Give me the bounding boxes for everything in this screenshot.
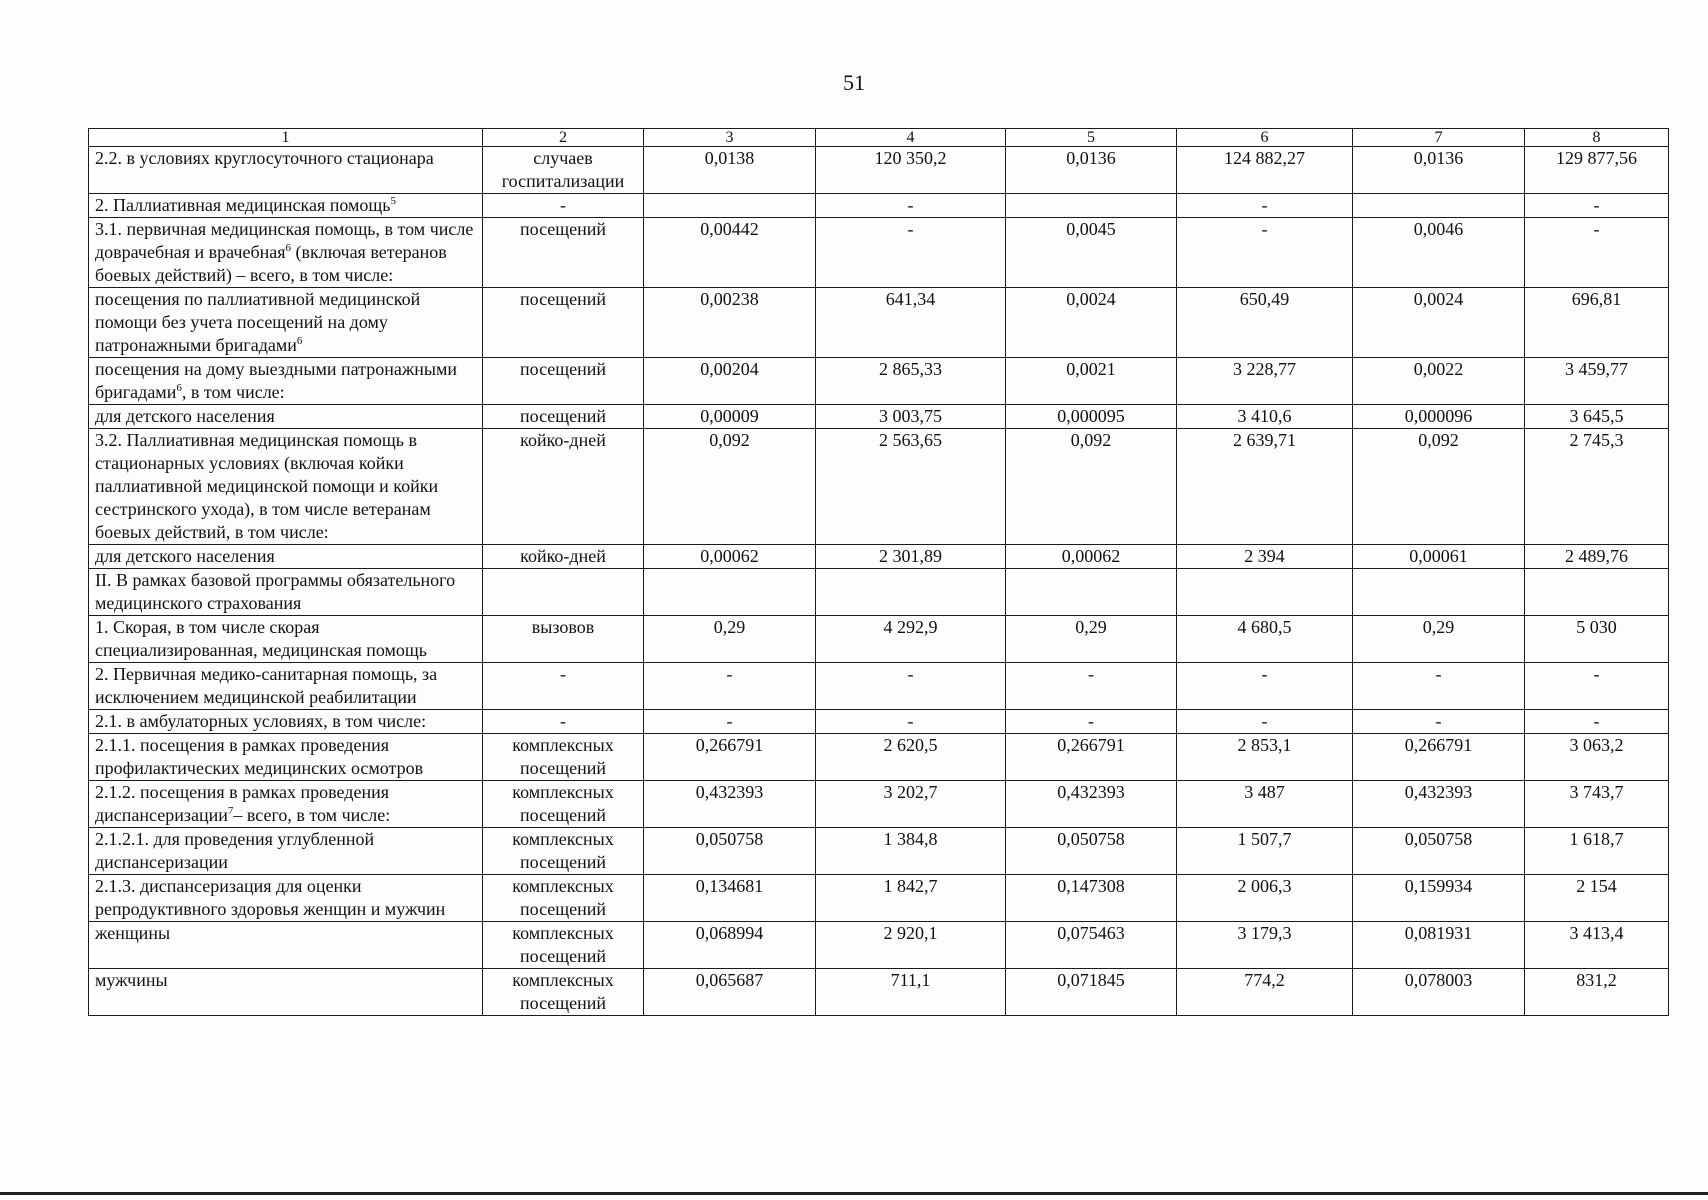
value-cell: 0,29	[644, 616, 816, 663]
value-cell: 0,0024	[1353, 288, 1525, 358]
value-cell: 0,266791	[644, 734, 816, 781]
row-label	[89, 663, 483, 710]
value-cell: -	[1177, 194, 1353, 218]
row-label	[89, 288, 483, 358]
row-label	[89, 569, 483, 616]
value-cell: 3 487	[1177, 781, 1353, 828]
column-number: 7	[1353, 129, 1525, 147]
table-row	[89, 288, 1669, 358]
unit-cell: комплексных посещений	[483, 922, 644, 969]
value-cell: 0,065687	[644, 969, 816, 1016]
value-cell: 696,81	[1525, 288, 1669, 358]
table-row	[89, 828, 1669, 875]
value-cell: 0,081931	[1353, 922, 1525, 969]
table-row	[89, 663, 1669, 710]
value-cell: 2 154	[1525, 875, 1669, 922]
row-label	[89, 781, 483, 828]
value-cell: 0,00238	[644, 288, 816, 358]
row-label-text: (включая ветеранов боевых действий) – всего, в том числе:	[95, 242, 447, 285]
value-cell: -	[816, 710, 1006, 734]
value-cell: 3 003,75	[816, 405, 1006, 429]
value-cell: 831,2	[1525, 969, 1669, 1016]
row-label	[89, 922, 483, 969]
value-cell: 4 292,9	[816, 616, 1006, 663]
value-cell: 0,00009	[644, 405, 816, 429]
row-label	[89, 218, 483, 288]
value-cell: 0,078003	[1353, 969, 1525, 1016]
column-number: 4	[816, 129, 1006, 147]
value-cell: 3 410,6	[1177, 405, 1353, 429]
data-table	[88, 128, 1669, 1016]
value-cell: 2 639,71	[1177, 429, 1353, 545]
footnote-ref: 7	[227, 805, 234, 817]
value-cell: 0,092	[1006, 429, 1177, 545]
value-cell: 0,00442	[644, 218, 816, 288]
value-cell: 0,000096	[1353, 405, 1525, 429]
column-number: 2	[483, 129, 644, 147]
value-cell: 3 645,5	[1525, 405, 1669, 429]
table-wrapper	[88, 128, 1668, 1016]
value-cell	[1353, 194, 1525, 218]
row-label-text: для детского населения	[95, 406, 275, 426]
value-cell: 0,071845	[1006, 969, 1177, 1016]
row-label-text: 1. Скорая, в том числе скорая специализированная, медицинская помощь	[95, 617, 427, 660]
row-label	[89, 734, 483, 781]
row-label-text: 3.2. Паллиативная медицинская помощь в стационарных условиях (включая койки паллиативной медицинской помощи и койки сестринского ухода), в том числе ветеранам боевых действий, в том числе:	[95, 430, 439, 542]
column-number: 8	[1525, 129, 1669, 147]
page-number: 51	[843, 70, 865, 95]
value-cell: -	[1525, 218, 1669, 288]
value-cell: 124 882,27	[1177, 147, 1353, 194]
table-row	[89, 969, 1669, 1016]
value-cell: 0,092	[1353, 429, 1525, 545]
unit-cell	[483, 569, 644, 616]
value-cell: 0,00061	[1353, 545, 1525, 569]
value-cell: -	[816, 663, 1006, 710]
value-cell: 0,068994	[644, 922, 816, 969]
unit-cell: -	[483, 663, 644, 710]
unit-cell: комплексных посещений	[483, 875, 644, 922]
value-cell	[1353, 569, 1525, 616]
unit-cell: случаев госпитализации	[483, 147, 644, 194]
value-cell: 1 842,7	[816, 875, 1006, 922]
unit-cell: комплексных посещений	[483, 969, 644, 1016]
value-cell: 0,050758	[644, 828, 816, 875]
value-cell: 0,050758	[1006, 828, 1177, 875]
value-cell: 2 853,1	[1177, 734, 1353, 781]
row-label-text: 2. Паллиативная медицинская помощь	[95, 195, 391, 215]
value-cell: 0,266791	[1353, 734, 1525, 781]
value-cell: -	[644, 710, 816, 734]
row-label	[89, 616, 483, 663]
row-label	[89, 147, 483, 194]
value-cell: -	[1353, 663, 1525, 710]
value-cell: -	[1525, 194, 1669, 218]
row-label-text: посещения на дому выездными патронажными бригадами	[95, 359, 458, 402]
column-number: 3	[644, 129, 816, 147]
row-label	[89, 545, 483, 569]
value-cell: 0,0136	[1006, 147, 1177, 194]
row-label-text: 2.1.2. посещения в рамках проведения диспансеризации	[95, 782, 389, 825]
table-row	[89, 405, 1669, 429]
value-cell: 0,00062	[1006, 545, 1177, 569]
value-cell: 129 877,56	[1525, 147, 1669, 194]
value-cell: -	[1006, 710, 1177, 734]
value-cell: 0,00062	[644, 545, 816, 569]
row-label	[89, 358, 483, 405]
value-cell: 0,00204	[644, 358, 816, 405]
row-label-text: 2.1.1. посещения в рамках проведения профилактических медицинских осмотров	[95, 735, 424, 778]
value-cell	[644, 569, 816, 616]
value-cell: 711,1	[816, 969, 1006, 1016]
row-label-text: 2.1. в амбулаторных условиях, в том числе:	[95, 711, 427, 731]
value-cell: -	[816, 194, 1006, 218]
row-label-text: 3.1. первичная медицинская помощь, в том числе доврачебная и врачебная	[95, 219, 474, 262]
value-cell: 650,49	[1177, 288, 1353, 358]
unit-cell: койко-дней	[483, 429, 644, 545]
table-row	[89, 545, 1669, 569]
unit-cell: посещений	[483, 405, 644, 429]
value-cell: 0,159934	[1353, 875, 1525, 922]
value-cell: 0,266791	[1006, 734, 1177, 781]
value-cell: 1 507,7	[1177, 828, 1353, 875]
row-label-text: посещения по паллиативной медицинской помощи без учета посещений на дому патронажными бригадами	[95, 289, 421, 355]
unit-cell: вызовов	[483, 616, 644, 663]
value-cell: 3 228,77	[1177, 358, 1353, 405]
row-label-text: женщины	[95, 923, 171, 943]
row-label	[89, 828, 483, 875]
value-cell: 641,34	[816, 288, 1006, 358]
table-row	[89, 710, 1669, 734]
value-cell	[644, 194, 816, 218]
value-cell: 0,0022	[1353, 358, 1525, 405]
value-cell: 3 413,4	[1525, 922, 1669, 969]
value-cell: 0,0046	[1353, 218, 1525, 288]
footnote-ref: 5	[390, 195, 396, 207]
value-cell: 0,432393	[1353, 781, 1525, 828]
unit-cell: койко-дней	[483, 545, 644, 569]
value-cell: 0,0024	[1006, 288, 1177, 358]
value-cell	[1177, 569, 1353, 616]
column-number-row	[89, 129, 1669, 147]
table-row	[89, 616, 1669, 663]
footnote-ref: 6	[176, 382, 182, 394]
row-label	[89, 429, 483, 545]
row-label-text: для детского населения	[95, 546, 275, 566]
row-label-text: 2. Первичная медико-санитарная помощь, за исключением медицинской реабилитации	[95, 664, 438, 707]
value-cell: 2 865,33	[816, 358, 1006, 405]
table-row	[89, 358, 1669, 405]
value-cell: 0,0136	[1353, 147, 1525, 194]
table-row	[89, 218, 1669, 288]
table-row	[89, 569, 1669, 616]
value-cell: 3 179,3	[1177, 922, 1353, 969]
value-cell: 0,432393	[1006, 781, 1177, 828]
unit-cell: комплексных посещений	[483, 828, 644, 875]
value-cell: 0,29	[1353, 616, 1525, 663]
value-cell: -	[1177, 218, 1353, 288]
value-cell: 0,092	[644, 429, 816, 545]
row-label-text: мужчины	[95, 970, 168, 990]
value-cell: 0,432393	[644, 781, 816, 828]
value-cell: -	[1525, 663, 1669, 710]
unit-cell: комплексных посещений	[483, 734, 644, 781]
unit-cell: -	[483, 710, 644, 734]
value-cell: 0,075463	[1006, 922, 1177, 969]
value-cell: 2 920,1	[816, 922, 1006, 969]
unit-cell: посещений	[483, 218, 644, 288]
value-cell	[1006, 194, 1177, 218]
row-label-text: 2.1.3. диспансеризация для оценки репродуктивного здоровья женщин и мужчин	[95, 876, 446, 919]
table-row	[89, 781, 1669, 828]
value-cell: 0,0021	[1006, 358, 1177, 405]
row-label-text: 2.2. в условиях круглосуточного стационара	[95, 148, 434, 168]
row-label-text: – всего, в том числе:	[233, 805, 391, 825]
row-label	[89, 969, 483, 1016]
row-label	[89, 710, 483, 734]
value-cell: -	[1177, 710, 1353, 734]
value-cell: 2 006,3	[1177, 875, 1353, 922]
value-cell: -	[1177, 663, 1353, 710]
row-label-text: , в том числе:	[181, 382, 285, 402]
value-cell: -	[1353, 710, 1525, 734]
column-number: 1	[89, 129, 483, 147]
value-cell: 5 030	[1525, 616, 1669, 663]
value-cell: 0,050758	[1353, 828, 1525, 875]
value-cell: 1 618,7	[1525, 828, 1669, 875]
row-label	[89, 875, 483, 922]
value-cell: 2 301,89	[816, 545, 1006, 569]
value-cell: 1 384,8	[816, 828, 1006, 875]
value-cell: 3 459,77	[1525, 358, 1669, 405]
value-cell	[1006, 569, 1177, 616]
scan-edge-line	[0, 1192, 1708, 1195]
value-cell: 2 489,76	[1525, 545, 1669, 569]
value-cell: 120 350,2	[816, 147, 1006, 194]
footnote-ref: 6	[285, 242, 292, 254]
value-cell: 2 563,65	[816, 429, 1006, 545]
table-row	[89, 194, 1669, 218]
column-number: 6	[1177, 129, 1353, 147]
column-number: 5	[1006, 129, 1177, 147]
unit-cell: посещений	[483, 288, 644, 358]
value-cell: 0,134681	[644, 875, 816, 922]
value-cell: -	[816, 218, 1006, 288]
row-label	[89, 405, 483, 429]
table-row	[89, 147, 1669, 194]
footnote-ref: 6	[296, 335, 303, 347]
row-label-text: II. В рамках базовой программы обязательного медицинского страхования	[95, 570, 456, 613]
value-cell: 3 202,7	[816, 781, 1006, 828]
value-cell: 0,0045	[1006, 218, 1177, 288]
row-label	[89, 194, 483, 218]
unit-cell: -	[483, 194, 644, 218]
value-cell: 0,29	[1006, 616, 1177, 663]
row-label-text: 2.1.2.1. для проведения углубленной диспансеризации	[95, 829, 375, 872]
value-cell: 2 745,3	[1525, 429, 1669, 545]
table-row	[89, 922, 1669, 969]
value-cell: 774,2	[1177, 969, 1353, 1016]
value-cell: 3 063,2	[1525, 734, 1669, 781]
table-row	[89, 734, 1669, 781]
value-cell: 0,0138	[644, 147, 816, 194]
value-cell: 0,147308	[1006, 875, 1177, 922]
value-cell: -	[644, 663, 816, 710]
unit-cell: посещений	[483, 358, 644, 405]
table-row	[89, 875, 1669, 922]
unit-cell: комплексных посещений	[483, 781, 644, 828]
value-cell: -	[1006, 663, 1177, 710]
value-cell: -	[1525, 710, 1669, 734]
value-cell: 4 680,5	[1177, 616, 1353, 663]
value-cell	[816, 569, 1006, 616]
table-row	[89, 429, 1669, 545]
value-cell: 2 394	[1177, 545, 1353, 569]
value-cell	[1525, 569, 1669, 616]
value-cell: 2 620,5	[816, 734, 1006, 781]
value-cell: 0,000095	[1006, 405, 1177, 429]
value-cell: 3 743,7	[1525, 781, 1669, 828]
